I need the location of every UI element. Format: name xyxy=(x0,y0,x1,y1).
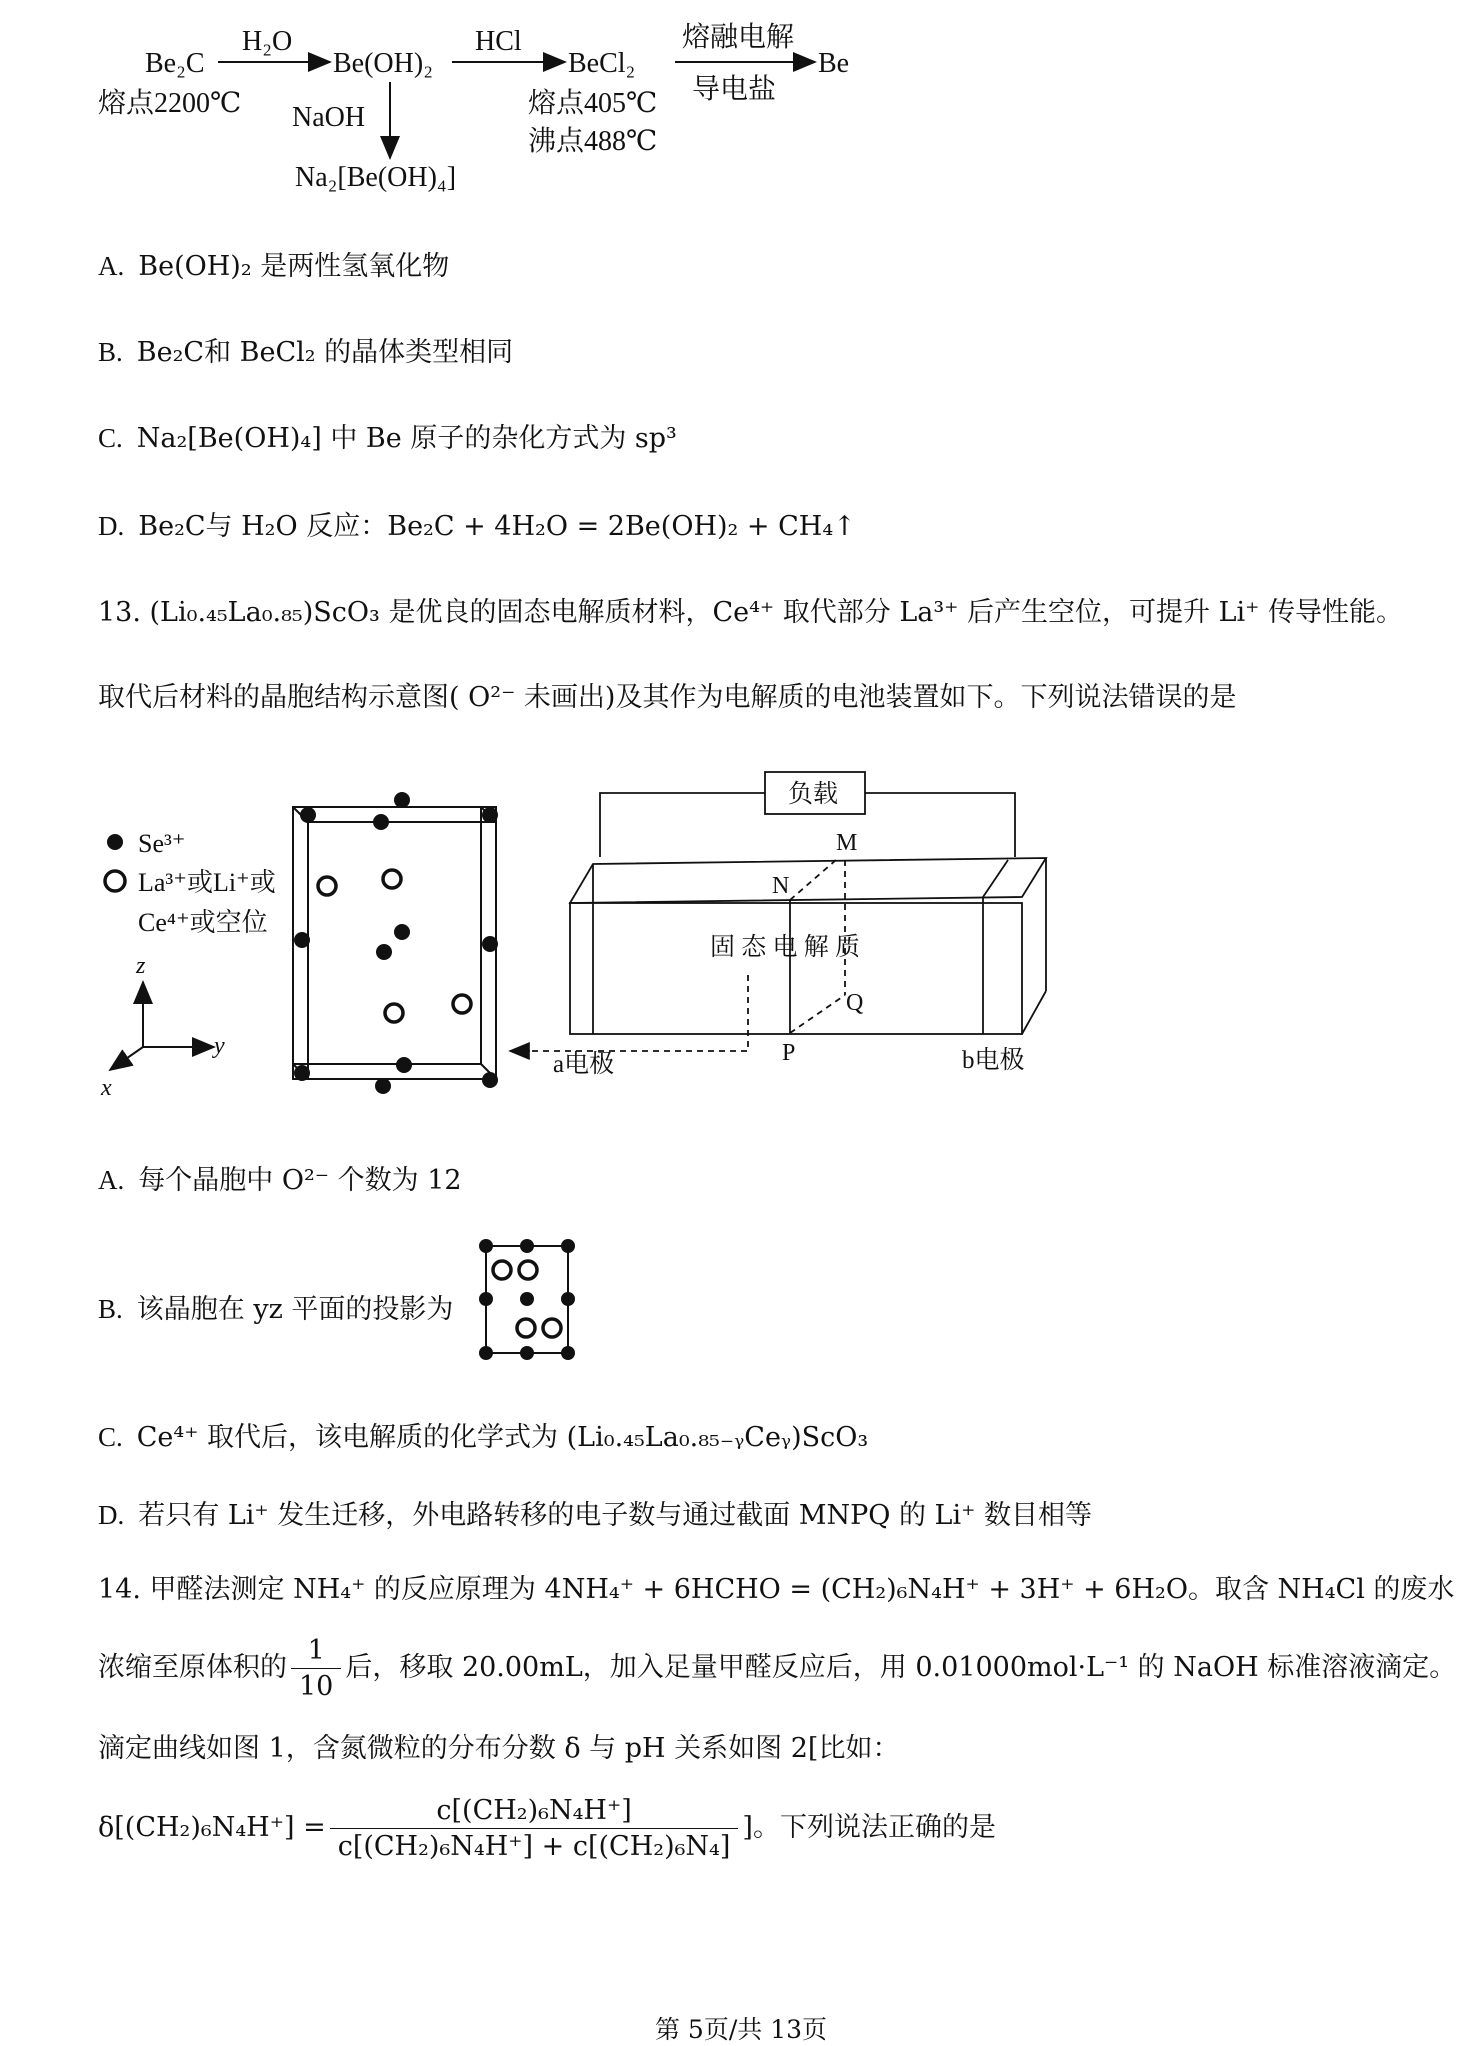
option-label: B. xyxy=(98,337,123,367)
load-label: 负载 xyxy=(788,781,839,808)
option-text: Ce⁴⁺ 取代后，该电解质的化学式为 (Li₀.₄₅La₀.₈₅₋ᵧCeᵧ)ScO₃ xyxy=(136,1422,869,1453)
option-text: Be₂C和 BeCl₂ 的晶体类型相同 xyxy=(136,337,514,368)
be2c-melting-point: 熔点2200℃ xyxy=(98,88,242,119)
becl2-formula: BeCl₂ xyxy=(568,48,636,79)
option-text: Na₂[Be(OH)₄] 中 Be 原子的杂化方式为 sp³ xyxy=(136,423,677,454)
naoh-product: Na₂[Be(OH)₄] xyxy=(295,162,457,193)
axis-y-label: y xyxy=(214,1033,225,1059)
fraction-numerator: 1 xyxy=(291,1635,341,1669)
point-m-label: M xyxy=(836,830,858,856)
option-label: D. xyxy=(98,511,125,541)
reagent-naoh: NaOH xyxy=(292,102,366,133)
q12-option-b xyxy=(98,330,513,369)
q12-option-c xyxy=(98,416,677,455)
formula-fraction xyxy=(330,1795,739,1862)
q14-stem-line-1: 14. 甲醛法测定 NH₄⁺ 的反应原理为 4NH₄⁺ + 6HCHO = (CH₂)₆N₄H⁺ + 3H⁺ + 6H₂O。取含 NH₄Cl 的废水 xyxy=(98,1574,1455,1605)
q14-line2-end: 后，移取 20.00mL，加入足量甲醛反应后，用 0.01000mol·L⁻¹ 的 NaOH 标准溶液滴定。 xyxy=(345,1652,1457,1683)
electrolyte-label: 固 态 电 解 质 xyxy=(710,934,861,961)
electrode-b-label: b电极 xyxy=(962,1047,1025,1074)
formula-tail: ]。下列说法正确的是 xyxy=(742,1812,996,1843)
reaction-scheme xyxy=(0,0,1000,215)
option-label: A. xyxy=(98,1165,125,1195)
point-p-label: P xyxy=(782,1040,796,1066)
option-text: 每个晶胞中 O²⁻ 个数为 12 xyxy=(138,1165,462,1196)
unit-cell-atoms xyxy=(294,792,498,1094)
be-product: Be xyxy=(818,48,850,79)
fraction-one-tenth xyxy=(291,1635,341,1702)
q12-option-d xyxy=(98,504,856,543)
option-label: D. xyxy=(98,1500,125,1530)
q14-line2-start: 浓缩至原体积的 xyxy=(98,1652,287,1683)
condition-salt: 导电盐 xyxy=(692,74,777,105)
q13-option-c xyxy=(98,1415,868,1454)
q13-stem-line-1: 13. (Li₀.₄₅La₀.₈₅)ScO₃ 是优良的固态电解质材料，Ce⁴⁺ 取代部分 La³⁺ 后产生空位，可提升 Li⁺ 传导性能。 xyxy=(98,597,1403,628)
unit-cell-diagram xyxy=(293,807,496,1079)
option-text: 该晶胞在 yz 平面的投影为 xyxy=(136,1294,454,1325)
electrode-a-label: a电极 xyxy=(553,1051,615,1078)
formula-lhs: δ[(CH₂)₆N₄H⁺] = xyxy=(98,1812,326,1843)
page-footer: 第 5页/共 13页 xyxy=(654,2015,828,2044)
q13-option-a xyxy=(98,1158,462,1197)
reagent-hcl: HCl xyxy=(475,26,522,57)
legend-open-label-1: La³⁺或Li⁺或 xyxy=(138,868,276,897)
legend-solid-dot xyxy=(107,834,123,850)
q13-option-d xyxy=(98,1493,1092,1532)
formula-denominator: c[(CH₂)₆N₄H⁺] + c[(CH₂)₆N₄] xyxy=(337,1831,731,1862)
becl2-melting-point: 熔点405℃ xyxy=(528,88,658,119)
legend-solid-label: Se³⁺ xyxy=(138,829,186,858)
be2c-formula: Be₂C xyxy=(145,48,205,79)
beoh2-formula: Be(OH)₂ xyxy=(333,48,433,79)
q14-stem-line-2 xyxy=(98,1635,1456,1702)
q14-stem-line-3: 滴定曲线如图 1，含氮微粒的分布分数 δ 与 pH 关系如图 2[比如： xyxy=(98,1733,900,1764)
option-label: C. xyxy=(98,1422,123,1452)
axis-x xyxy=(110,1047,143,1070)
option-text: Be₂C与 H₂O 反应：Be₂C + 4H₂O = 2Be(OH)₂ + CH₄↑ xyxy=(138,511,856,542)
yz-projection-figure xyxy=(476,1236,586,1366)
legend-open-dot xyxy=(105,871,125,891)
axis-z-label: z xyxy=(136,953,146,979)
q14-delta-formula xyxy=(98,1795,996,1862)
formula-numerator: c[(CH₂)₆N₄H⁺] xyxy=(330,1795,739,1829)
option-label: B. xyxy=(98,1294,123,1324)
reagent-h2o: H₂O xyxy=(242,26,293,57)
q13-option-b xyxy=(98,1287,453,1326)
point-n-label: N xyxy=(772,873,790,899)
point-q-label: Q xyxy=(846,990,864,1016)
axis-x-label: x xyxy=(101,1075,112,1100)
q12-option-a xyxy=(98,244,449,283)
q13-stem-line-2: 取代后材料的晶胞结构示意图( O²⁻ 未画出)及其作为电解质的电池装置如下。下列说法错误的是 xyxy=(98,682,1237,713)
option-text: Be(OH)₂ 是两性氢氧化物 xyxy=(138,251,450,282)
legend-open-label-2: Ce⁴⁺或空位 xyxy=(138,908,268,937)
battery-device xyxy=(510,772,1046,1051)
option-label: A. xyxy=(98,251,125,281)
becl2-boiling-point: 沸点488℃ xyxy=(528,126,658,157)
option-text: 若只有 Li⁺ 发生迁移，外电路转移的电子数与通过截面 MNPQ 的 Li⁺ 数目相等 xyxy=(138,1500,1092,1531)
option-label: C. xyxy=(98,423,123,453)
q13-figure xyxy=(0,760,1100,1100)
fraction-denominator: 10 xyxy=(299,1671,334,1702)
condition-electrolysis: 熔融电解 xyxy=(682,22,795,53)
